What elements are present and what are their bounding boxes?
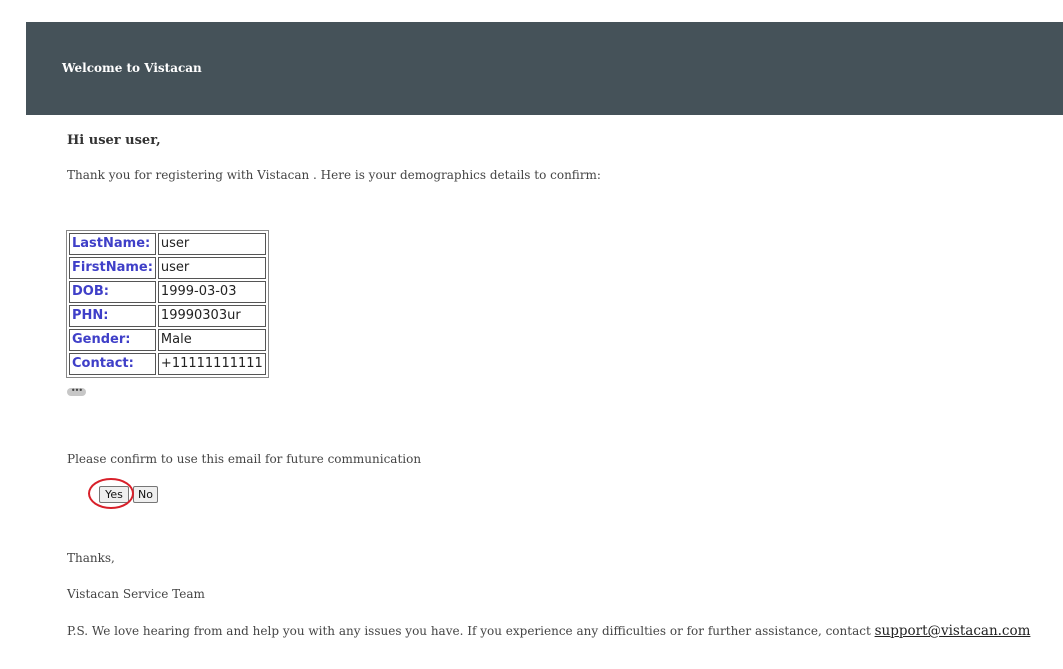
gender-label: Gender: <box>69 329 156 351</box>
greeting: Hi user user, <box>67 133 161 148</box>
no-button[interactable]: No <box>133 486 158 503</box>
intro-text: Thank you for registering with Vistacan . Here is your demographics details to confirm: <box>67 168 601 182</box>
table-row <box>69 257 266 279</box>
table-row <box>69 233 266 255</box>
signature: Vistacan Service Team <box>67 587 205 601</box>
yes-button[interactable]: Yes <box>99 486 129 503</box>
ps-body: P.S. We love hearing from and help you with any issues you have. If you experience any difficulties or for further assistance, contact <box>67 624 875 638</box>
header-title: Welcome to Vistacan <box>62 61 202 75</box>
firstname-value: user <box>158 257 266 279</box>
support-email-link[interactable]: support@vistacan.com <box>874 623 1031 639</box>
dob-label: DOB: <box>69 281 156 303</box>
thanks-text: Thanks, <box>67 551 115 565</box>
contact-value: +11111111111 <box>158 353 266 375</box>
table-row <box>69 329 266 351</box>
lastname-value: user <box>158 233 266 255</box>
table-row <box>69 305 266 327</box>
ps-text <box>67 623 1030 639</box>
table-row <box>69 353 266 375</box>
table-row <box>69 281 266 303</box>
email-header <box>26 22 1063 115</box>
show-trimmed-content-button[interactable]: ••• <box>67 388 86 396</box>
dob-value: 1999-03-03 <box>158 281 266 303</box>
phn-value: 19990303ur <box>158 305 266 327</box>
demographics-table <box>66 230 269 378</box>
phn-label: PHN: <box>69 305 156 327</box>
lastname-label: LastName: <box>69 233 156 255</box>
contact-label: Contact: <box>69 353 156 375</box>
firstname-label: FirstName: <box>69 257 156 279</box>
gender-value: Male <box>158 329 266 351</box>
confirm-prompt: Please confirm to use this email for future communication <box>67 452 422 466</box>
